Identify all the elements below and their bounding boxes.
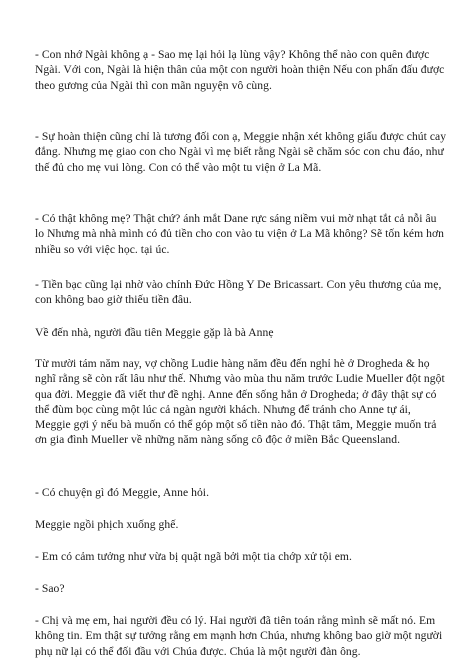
paragraph-9: - Em có cảm tưởng như vừa bị quật ngã bởi một tia chớp xử tội em. [35,550,352,563]
paragraph-1: - Con nhớ Ngài không ạ - Sao mẹ lại hỏi lạ lùng vậy? Không thể nào con quên được Ngài. Với con, Ngài là hiện thân của một con người hoàn thiện Nếu con phấn đấu được theo gương của Ngài thì con mãn nguyện vô cùng. [35,48,445,92]
paragraph-4: - Tiền bạc cũng lại nhờ vào chính Đức Hồng Y De Bricassart. Con yêu thương của mẹ, con không bao giờ thiếu tiền đâu. [35,278,442,307]
paragraph-11: - Chị và mẹ em, hai người đều có lý. Hai người đã tiên toán rằng mình sẽ mất nó. Em không tin. Em thật sự tưởng rằng em mạnh hơn Chúa, nhưng không bao giờ một người phụ nữ lại có thể đối đầu với Chúa được. Chúa là một người đàn ông. [35,614,443,658]
paragraph-2: - Sự hoàn thiện cũng chỉ là tương đối con ạ, Meggie nhận xét không giấu được chút cay đắng. Nhưng mẹ giao con cho Ngài vì mẹ biết rằng Ngài sẽ chăm sóc con chu đáo, như thế đủ cho mẹ vui lòng. Con có thể vào một tu viện ở La Mã. [35,130,447,174]
paragraph-7: - Có chuyện gì đó Meggie, Anne hỏi. [35,486,210,499]
paragraph-5: Về đến nhà, người đầu tiên Meggie gặp là bà Annẹ [35,326,274,339]
paragraph-6: Từ mười tám năm nay, vợ chồng Ludie hàng năm đều đến nghỉ hè ở Drogheda & họ nghĩ rằng sẽ còn rất lâu như thế. Nhưng vào mùa thu năm trước Ludie Mueller đột ngột qua đời. Meggie đã viết thư đề nghị. Anne đến sống hẳn ở Drogheda; ở đây thật sự có thể đùm bọc cùng một lúc cả ngàn người khách. Nhưng để tránh cho Anne tự ái, Meggie gợi ý nếu bà muốn có thể góp một số tiền nào đó. Thật tâm, Meggie muốn trả ơn gia đình Mueller về những năm nàng sống cô độc ở miền Bắc Queensland. [35,357,445,447]
paragraph-8: Meggie ngồi phịch xuống ghế. [35,518,179,531]
paragraph-10: - Sao? [35,582,65,595]
paragraph-3: - Có thật không mẹ? Thật chứ? ánh mắt Dane rực sáng niềm vui mờ nhạt tắt cả nỗi âu lo Nhưng mà nhà mình có đủ tiền cho con vào tu viện ở La Mã không? Sẽ tốn kém hơn nhiều so với việc học. tại úc. [35,212,444,256]
